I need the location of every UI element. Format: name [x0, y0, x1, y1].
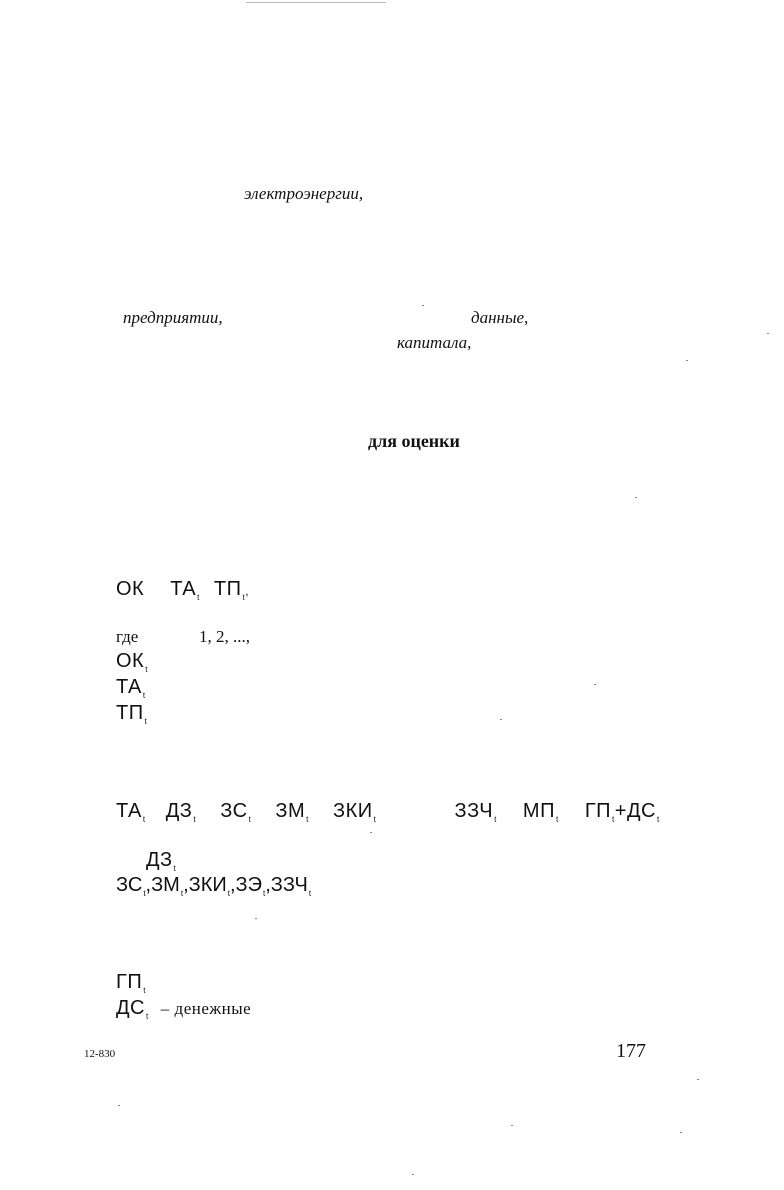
- scan-speck: [370, 832, 372, 833]
- definition-ok: $ОК_t$: [116, 650, 148, 674]
- sum-term: ЗЗЧ: [454, 800, 494, 822]
- sum-term: ГП: [584, 800, 612, 822]
- sum-term: ДЗ: [165, 800, 193, 822]
- scan-speck: [594, 684, 596, 685]
- scan-speck: [680, 1132, 682, 1133]
- sum-term: ЗМ: [275, 800, 306, 822]
- italic-word-enterprise: предприятии,: [123, 308, 223, 327]
- sum-formula: $ТА_t$ $ДЗ_t$ $ЗС_t$ $ЗМ_t$ $ЗКИ_t$ $ЗЗЧ_t$ $МП_t$ $ГП_t+ДС_t$: [116, 800, 660, 824]
- bold-heading: для оценки: [368, 431, 460, 451]
- footer-code: 12-830: [84, 1048, 116, 1060]
- scan-speck: [412, 1174, 414, 1175]
- definition-ta: $ТА_t$: [116, 676, 146, 700]
- scan-artifact: [246, 2, 386, 3]
- where-range: 1, 2, ...,: [199, 627, 250, 646]
- sum-term: +ДС: [614, 800, 656, 822]
- italic-word-electroenergy: электроэнергии,: [244, 184, 364, 203]
- definition-tp: $ТП_t$: [116, 702, 148, 726]
- formula-ok: ОК: [116, 578, 145, 600]
- scan-speck: [697, 1079, 699, 1080]
- main-formula: ОК $ТА_t$ $ТП_t$,: [116, 578, 250, 602]
- where-label: где: [116, 627, 139, 646]
- scan-speck: [500, 719, 502, 720]
- formula-trail: ,: [245, 584, 250, 598]
- scan-speck: [118, 1105, 120, 1106]
- scan-speck: [635, 497, 637, 498]
- page-number: 177: [616, 1040, 646, 1062]
- formula-tp: ТП: [213, 578, 242, 600]
- sum-term: МП: [522, 800, 555, 822]
- italic-word-data: данные,: [471, 308, 529, 327]
- italic-word-capital: капитала,: [397, 333, 472, 352]
- gp-line: $ГП_t$: [116, 971, 146, 995]
- scan-speck: [255, 918, 257, 919]
- ds-dash-text: – денежные: [160, 999, 252, 1018]
- scan-speck: [767, 333, 769, 334]
- sum-term: ЗКИ: [333, 800, 373, 822]
- sum-term: ТА: [116, 800, 142, 822]
- dz-line: $ДЗ_t$: [146, 849, 177, 873]
- stock-line: $ЗС_t,ЗМ_t,ЗКИ_t,ЗЭ_t,ЗЗЧ_t$: [116, 874, 312, 898]
- formula-ta: ТА: [170, 578, 197, 600]
- sum-term: ЗС: [220, 800, 248, 822]
- scan-speck: [686, 360, 688, 361]
- scan-speck: [511, 1125, 513, 1126]
- ds-line: $ДС_t$ – денежные: [116, 997, 252, 1021]
- scan-speck: [422, 305, 424, 306]
